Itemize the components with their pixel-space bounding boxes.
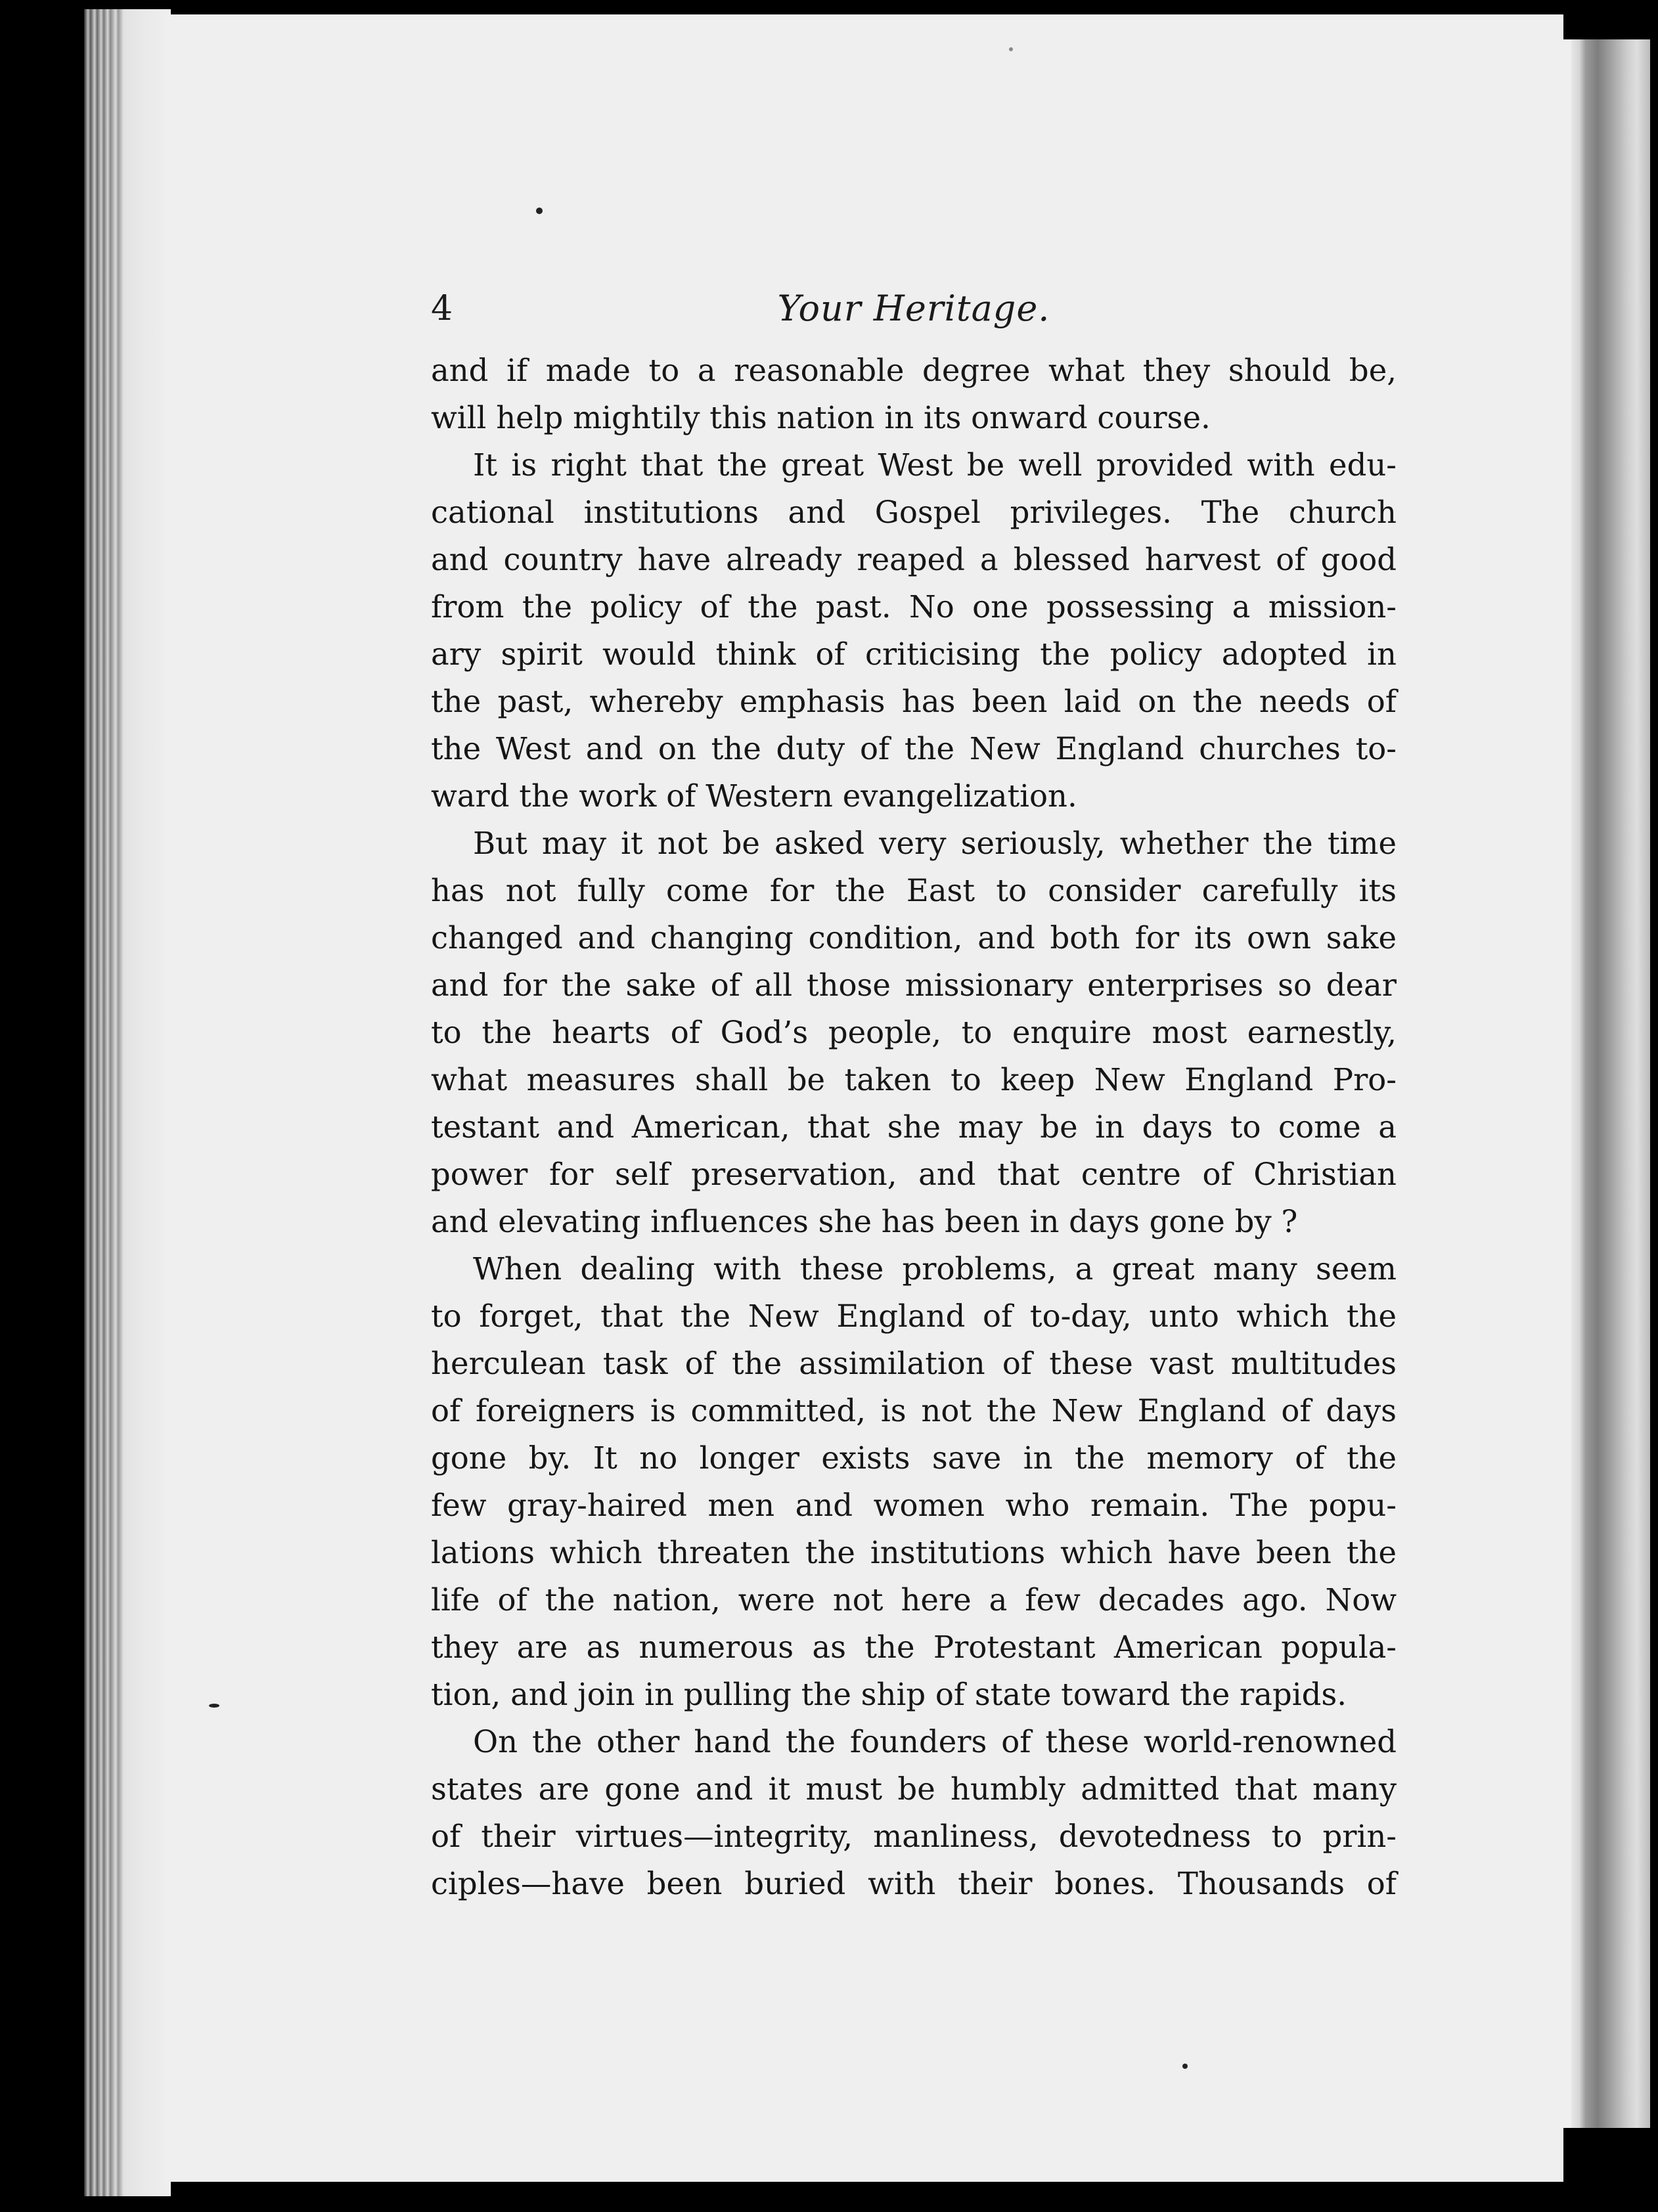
text-line: gone by. It no longer exists save in the memory of the	[431, 1440, 1397, 1476]
scan-border-top-right	[1563, 0, 1658, 39]
running-title: Your Heritage.	[777, 288, 1050, 329]
text-line: the past, whereby emphasis has been laid on the needs of	[431, 684, 1397, 719]
text-line: power for self preservation, and that centre of Christian	[431, 1157, 1397, 1192]
text-line: states are gone and it must be humbly admitted that many	[431, 1771, 1397, 1807]
text-line: lations which threaten the institutions which have been the	[431, 1535, 1397, 1570]
text-line: When dealing with these problems, a great many seem	[473, 1251, 1397, 1287]
text-line: and country have already reaped a blessed harvest of good	[431, 542, 1397, 577]
text-line: to forget, that the New England of to-day, unto which the	[431, 1298, 1397, 1334]
body-text	[431, 347, 1397, 1907]
text-line: On the other hand the founders of these world-renowned	[473, 1724, 1397, 1759]
text-line: to the hearts of God’s people, to enquire most earnestly,	[431, 1015, 1397, 1050]
ink-speck	[209, 1704, 219, 1708]
page-number: 4	[431, 289, 453, 328]
text-line: from the policy of the past. No one possessing a mission-	[431, 589, 1397, 625]
text-line: and elevating influences she has been in days gone by ?	[431, 1204, 1298, 1239]
text-line: herculean task of the assimilation of these vast multitudes	[431, 1346, 1397, 1381]
text-line: few gray-haired men and women who remain. The popu-	[431, 1488, 1397, 1523]
paragraph	[431, 1718, 1397, 1907]
text-line: ward the work of Western evangelization.	[431, 778, 1077, 814]
text-line: they are as numerous as the Protestant American popula-	[431, 1629, 1397, 1665]
text-line: ary spirit would think of criticising the policy adopted in	[431, 636, 1397, 672]
ink-speck	[1182, 2064, 1188, 2069]
paragraph	[431, 441, 1397, 820]
running-header	[431, 282, 1397, 335]
gutter-shadow	[1571, 22, 1650, 2131]
text-line: changed and changing condition, and both for its own sake	[431, 920, 1397, 956]
text-line: tion, and join in pulling the ship of state toward the rapids.	[431, 1677, 1347, 1712]
ink-speck	[536, 208, 543, 214]
text-line: and if made to a reasonable degree what they should be,	[431, 353, 1397, 388]
ink-speck	[1009, 47, 1013, 51]
text-line: testant and American, that she may be in days to come a	[431, 1109, 1397, 1145]
text-line: of foreigners is committed, is not the New England of days	[431, 1393, 1397, 1428]
paragraph	[431, 820, 1397, 1245]
text-line: But may it not be asked very seriously, whether the time	[473, 826, 1397, 861]
book-page-edges	[84, 9, 171, 2196]
text-line: ciples—have been buried with their bones. Thousands of	[431, 1866, 1397, 1901]
paragraph	[431, 347, 1397, 441]
text-line: and for the sake of all those missionary enterprises so dear	[431, 967, 1397, 1003]
text-line: It is right that the great West be well provided with edu-	[473, 447, 1397, 483]
text-line: what measures shall be taken to keep New England Pro-	[431, 1062, 1397, 1097]
text-line: will help mightily this nation in its onward course.	[431, 400, 1211, 435]
text-line: has not fully come for the East to consider carefully its	[431, 873, 1397, 908]
paragraph	[431, 1245, 1397, 1718]
text-line: the West and on the duty of the New England churches to-	[431, 731, 1397, 766]
scan-border-bottom-right	[1563, 2128, 1658, 2212]
text-line: life of the nation, were not here a few decades ago. Now	[431, 1582, 1397, 1618]
text-line: of their virtues—integrity, manliness, devotedness to prin-	[431, 1819, 1397, 1854]
text-line: cational institutions and Gospel privileges. The church	[431, 495, 1397, 530]
